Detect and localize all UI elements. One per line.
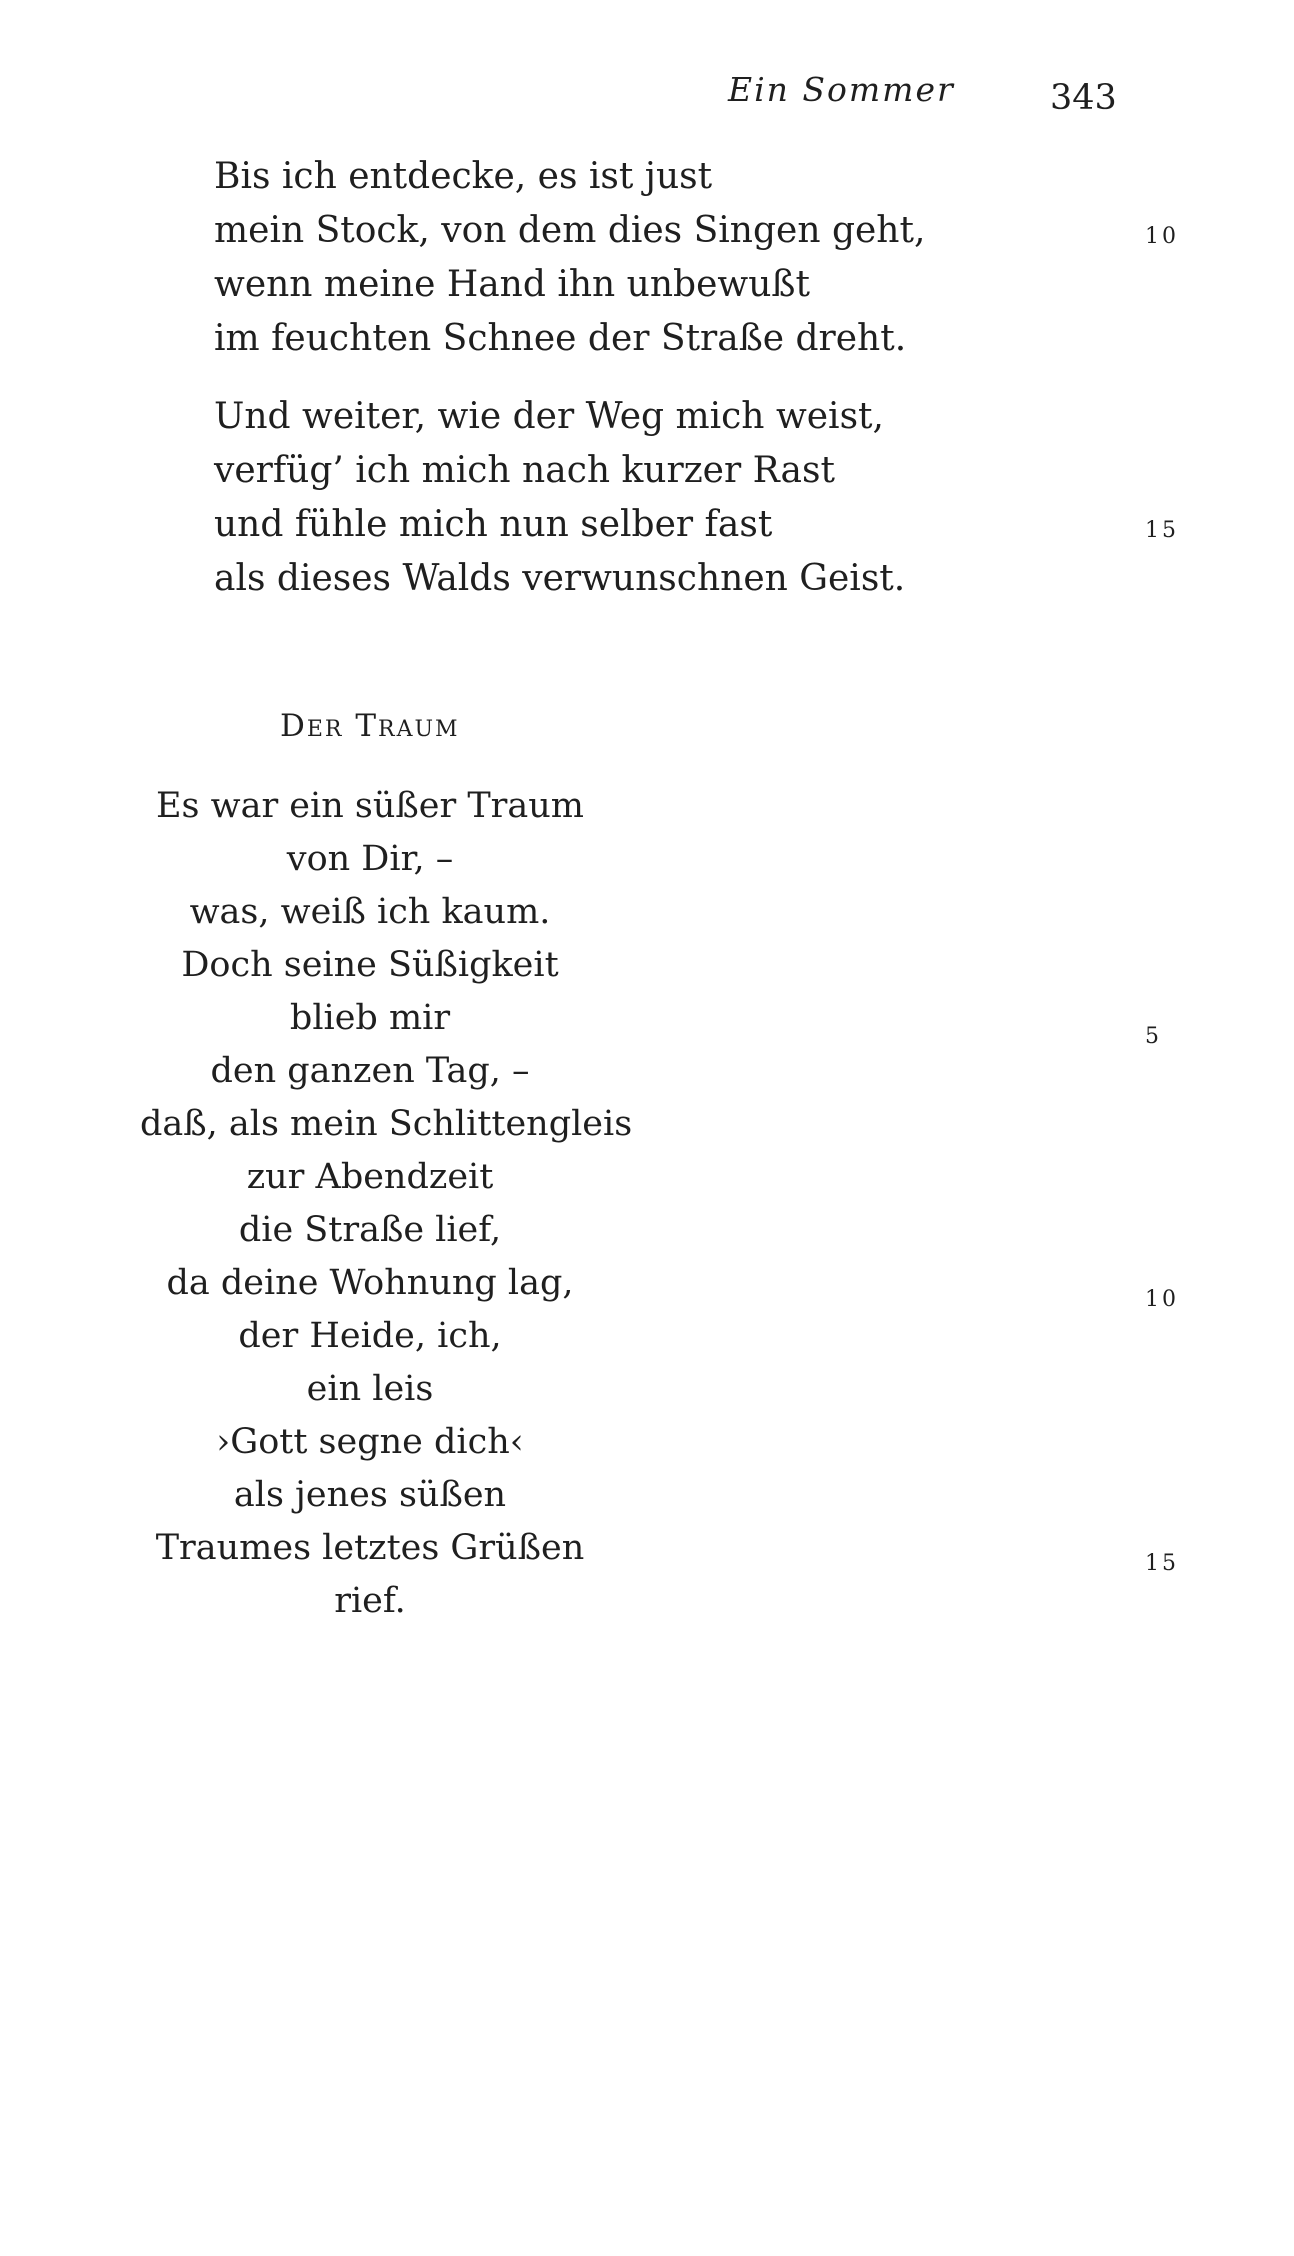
verse-line: den ganzen Tag, –: [210, 1051, 530, 1091]
line-number: 15: [1145, 518, 1179, 543]
running-title: Ein Sommer: [728, 70, 955, 109]
poem-title: Der Traum: [280, 708, 460, 744]
verse-line: ›Gott segne dich‹: [216, 1422, 524, 1462]
verse-line: daß, als mein Schlittengleis: [140, 1104, 633, 1144]
verse-line: zur Abendzeit: [246, 1157, 494, 1197]
line-number: 5: [1145, 1024, 1162, 1049]
verse-line: rief.: [334, 1581, 406, 1621]
verse-line: ein leis: [306, 1369, 434, 1409]
stanza-2: [214, 390, 974, 606]
verse-line: Und weiter, wie der Weg mich weist,: [214, 396, 884, 437]
line-number: 10: [1145, 1287, 1179, 1312]
line-number: 10: [1145, 224, 1179, 249]
verse-line: die Straße lief,: [238, 1210, 502, 1250]
verse-line: verfüg’ ich mich nach kurzer Rast: [214, 450, 835, 491]
verse-line: was, weiß ich kaum.: [189, 892, 551, 932]
verse-line: und fühle mich nun selber fast: [214, 504, 773, 545]
line-number: 15: [1145, 1551, 1179, 1576]
verse-line: Traumes letztes Grüßen: [155, 1528, 585, 1568]
running-head: [0, 70, 1294, 120]
centered-poem: [140, 780, 633, 1628]
verse-line: blieb mir: [289, 998, 451, 1038]
verse-line: da deine Wohnung lag,: [166, 1263, 574, 1303]
verse-line: von Dir, –: [286, 839, 454, 879]
verse-line: als dieses Walds verwunschnen Geist.: [214, 558, 906, 599]
verse-line: wenn meine Hand ihn unbewußt: [214, 264, 810, 305]
page-number: 343: [1050, 78, 1117, 118]
verse-line: im feuchten Schnee der Straße dreht.: [214, 318, 907, 359]
verse-line: mein Stock, von dem dies Singen geht,: [214, 210, 926, 251]
verse-line: Bis ich entdecke, es ist just: [214, 156, 713, 197]
verse-line: der Heide, ich,: [238, 1316, 502, 1356]
verse-line: als jenes süßen: [233, 1475, 507, 1515]
stanza-1: [214, 150, 974, 366]
verse-line: Es war ein süßer Traum: [155, 786, 584, 826]
verse-line: Doch seine Süßigkeit: [181, 945, 559, 985]
